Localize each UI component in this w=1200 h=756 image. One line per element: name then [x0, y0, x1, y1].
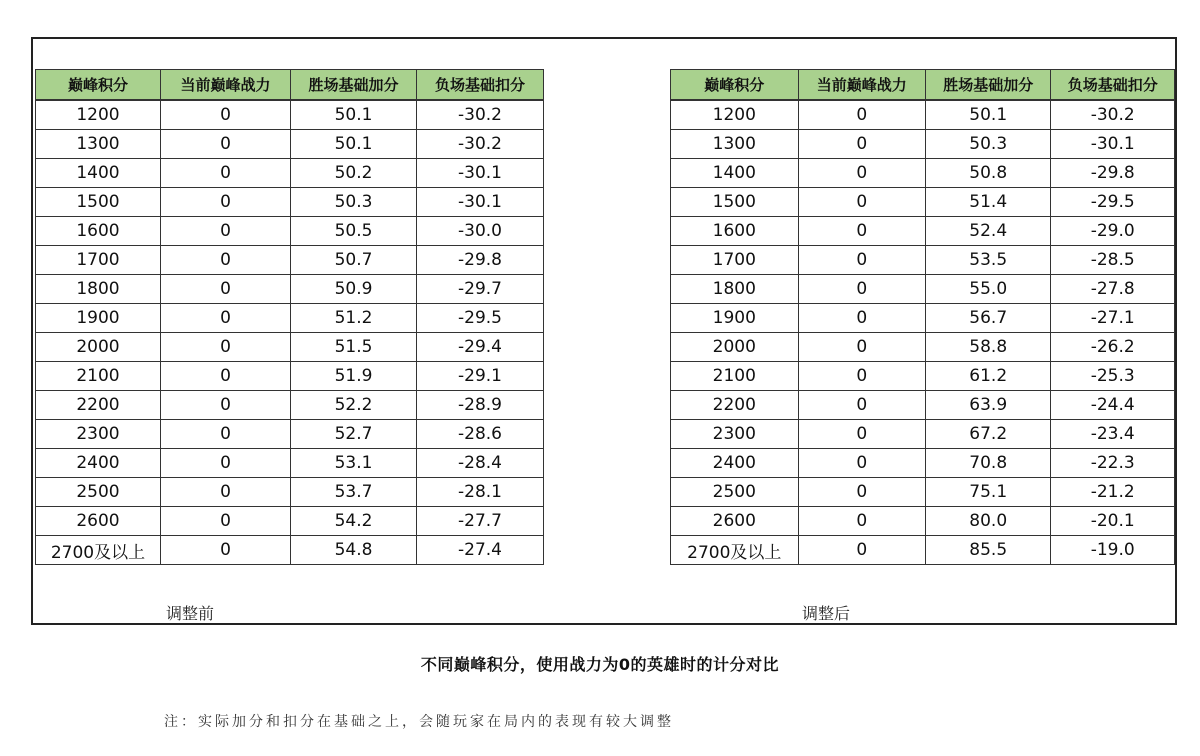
- table-row: [671, 391, 1175, 420]
- table-cell: 53.5: [925, 246, 1050, 275]
- table-cell: 0: [161, 275, 291, 304]
- table-cell: 51.5: [291, 333, 417, 362]
- table-cell: -30.2: [417, 130, 544, 159]
- table-cell: 53.1: [291, 449, 417, 478]
- table-cell: -20.1: [1051, 507, 1175, 536]
- comparison-frame: [31, 37, 1177, 625]
- table-cell: 52.4: [925, 217, 1050, 246]
- table-row: [671, 420, 1175, 449]
- table-cell: 2300: [36, 420, 161, 449]
- table-cell: 1200: [671, 100, 799, 130]
- table-cell: 55.0: [925, 275, 1050, 304]
- table-cell: -29.4: [417, 333, 544, 362]
- table-cell: -29.7: [417, 275, 544, 304]
- table-cell: 2600: [36, 507, 161, 536]
- table-cell: 1800: [36, 275, 161, 304]
- table-before: [35, 69, 544, 565]
- table-cell: 0: [798, 217, 925, 246]
- column-header: 巅峰积分: [671, 70, 799, 101]
- table-cell: 0: [798, 507, 925, 536]
- table-cell: 50.3: [291, 188, 417, 217]
- figure-title: 不同巅峰积分，使用战力为0的英雄时的计分对比: [420, 655, 780, 674]
- table-cell: 0: [161, 130, 291, 159]
- table-cell: 1300: [36, 130, 161, 159]
- table-cell: 75.1: [925, 478, 1050, 507]
- table-cell: 2200: [36, 391, 161, 420]
- table-cell: -28.5: [1051, 246, 1175, 275]
- table-cell: 2700及以上: [36, 536, 161, 565]
- table-cell: 85.5: [925, 536, 1050, 565]
- table-cell: 0: [798, 188, 925, 217]
- table-cell: 1300: [671, 130, 799, 159]
- table-cell: 52.2: [291, 391, 417, 420]
- column-header: 巅峰积分: [36, 70, 161, 101]
- table-cell: 2100: [36, 362, 161, 391]
- column-header: 胜场基础加分: [291, 70, 417, 101]
- table-cell: 2500: [36, 478, 161, 507]
- table-cell: 1900: [36, 304, 161, 333]
- table-cell: 1200: [36, 100, 161, 130]
- table-cell: 0: [161, 159, 291, 188]
- table-cell: 0: [161, 246, 291, 275]
- table-cell: 0: [798, 391, 925, 420]
- table-row: [36, 100, 544, 130]
- table-row: [36, 536, 544, 565]
- column-header: 负场基础扣分: [1051, 70, 1175, 101]
- table-cell: -19.0: [1051, 536, 1175, 565]
- table-cell: 51.9: [291, 362, 417, 391]
- table-cell: 51.2: [291, 304, 417, 333]
- table-cell: -25.3: [1051, 362, 1175, 391]
- table-row: [36, 159, 544, 188]
- table-row: [671, 275, 1175, 304]
- table-cell: 2700及以上: [671, 536, 799, 565]
- table-cell: 0: [798, 362, 925, 391]
- table-cell: 2600: [671, 507, 799, 536]
- table-row: [671, 362, 1175, 391]
- table-cell: 0: [161, 304, 291, 333]
- table-cell: 0: [798, 478, 925, 507]
- table-cell: -29.5: [1051, 188, 1175, 217]
- table-cell: 0: [161, 362, 291, 391]
- header-row: [671, 70, 1175, 101]
- table-row: [36, 275, 544, 304]
- table-cell: -27.1: [1051, 304, 1175, 333]
- table-cell: -28.1: [417, 478, 544, 507]
- table-cell: 0: [798, 449, 925, 478]
- table-cell: -30.1: [417, 159, 544, 188]
- table-cell: -27.8: [1051, 275, 1175, 304]
- table-row: [36, 507, 544, 536]
- table-row: [671, 130, 1175, 159]
- table-row: [36, 333, 544, 362]
- table-after: [670, 69, 1175, 565]
- table-cell: 0: [798, 100, 925, 130]
- table-cell: -30.0: [417, 217, 544, 246]
- table-row: [671, 100, 1175, 130]
- table-cell: -21.2: [1051, 478, 1175, 507]
- table-cell: 0: [161, 188, 291, 217]
- table-cell: 0: [798, 246, 925, 275]
- footnote: 注：实际加分和扣分在基础之上，会随玩家在局内的表现有较大调整: [164, 714, 674, 730]
- table-cell: 0: [161, 100, 291, 130]
- table-cell: 2000: [671, 333, 799, 362]
- table-cell: 1700: [671, 246, 799, 275]
- table-row: [671, 333, 1175, 362]
- table-cell: -29.5: [417, 304, 544, 333]
- table-row: [36, 130, 544, 159]
- table-cell: 50.1: [291, 100, 417, 130]
- table-cell: -29.1: [417, 362, 544, 391]
- table-cell: 0: [161, 449, 291, 478]
- table-cell: 0: [161, 217, 291, 246]
- table-cell: -30.1: [1051, 130, 1175, 159]
- table-cell: 67.2: [925, 420, 1050, 449]
- table-cell: 50.8: [925, 159, 1050, 188]
- table-cell: 50.1: [291, 130, 417, 159]
- table-cell: 0: [798, 159, 925, 188]
- table-cell: 50.1: [925, 100, 1050, 130]
- table-row: [671, 507, 1175, 536]
- table-cell: 0: [161, 391, 291, 420]
- table-cell: -29.0: [1051, 217, 1175, 246]
- table-cell: 50.3: [925, 130, 1050, 159]
- table-cell: 0: [161, 478, 291, 507]
- table-row: [36, 304, 544, 333]
- table-cell: 0: [798, 536, 925, 565]
- table-cell: 50.9: [291, 275, 417, 304]
- column-header: 负场基础扣分: [417, 70, 544, 101]
- table-cell: 70.8: [925, 449, 1050, 478]
- table-cell: 2400: [671, 449, 799, 478]
- table-row: [36, 362, 544, 391]
- header-row: [36, 70, 544, 101]
- table-cell: 0: [161, 507, 291, 536]
- table-row: [36, 391, 544, 420]
- table-cell: 2000: [36, 333, 161, 362]
- table-cell: -27.7: [417, 507, 544, 536]
- column-header: 当前巅峰战力: [161, 70, 291, 101]
- table-cell: 2200: [671, 391, 799, 420]
- table-cell: 50.2: [291, 159, 417, 188]
- table-cell: 1500: [36, 188, 161, 217]
- caption-before: 调整前: [166, 604, 215, 623]
- table-cell: 52.7: [291, 420, 417, 449]
- table-cell: 0: [161, 420, 291, 449]
- table-row: [36, 420, 544, 449]
- table-cell: -23.4: [1051, 420, 1175, 449]
- table-cell: -30.2: [417, 100, 544, 130]
- table-row: [36, 217, 544, 246]
- table-cell: 53.7: [291, 478, 417, 507]
- table-cell: 63.9: [925, 391, 1050, 420]
- caption-after: 调整后: [802, 604, 851, 623]
- table-row: [671, 246, 1175, 275]
- table-cell: 0: [798, 420, 925, 449]
- table-cell: 2100: [671, 362, 799, 391]
- table-cell: 0: [798, 130, 925, 159]
- table-cell: 2300: [671, 420, 799, 449]
- table-cell: 1800: [671, 275, 799, 304]
- table-row: [36, 188, 544, 217]
- table-cell: -29.8: [1051, 159, 1175, 188]
- table-cell: 0: [798, 275, 925, 304]
- table-cell: 56.7: [925, 304, 1050, 333]
- table-cell: 2500: [671, 478, 799, 507]
- table-cell: 1500: [671, 188, 799, 217]
- table-cell: -29.8: [417, 246, 544, 275]
- table-cell: 0: [798, 304, 925, 333]
- table-row: [671, 304, 1175, 333]
- table-row: [671, 478, 1175, 507]
- table-cell: -26.2: [1051, 333, 1175, 362]
- table-body: [36, 100, 544, 565]
- column-header: 当前巅峰战力: [798, 70, 925, 101]
- table-cell: -30.2: [1051, 100, 1175, 130]
- table-row: [36, 246, 544, 275]
- table-cell: 0: [161, 536, 291, 565]
- table-cell: -22.3: [1051, 449, 1175, 478]
- table-cell: 1400: [671, 159, 799, 188]
- table-row: [671, 536, 1175, 565]
- table-cell: 80.0: [925, 507, 1050, 536]
- table-row: [671, 217, 1175, 246]
- table-cell: 50.7: [291, 246, 417, 275]
- table-cell: 1600: [36, 217, 161, 246]
- table-row: [671, 188, 1175, 217]
- table-cell: 54.8: [291, 536, 417, 565]
- table-cell: 1600: [671, 217, 799, 246]
- table-body: [671, 100, 1175, 565]
- table-row: [671, 449, 1175, 478]
- table-cell: -28.9: [417, 391, 544, 420]
- table-row: [671, 159, 1175, 188]
- table-cell: 58.8: [925, 333, 1050, 362]
- table-cell: -24.4: [1051, 391, 1175, 420]
- table-cell: -27.4: [417, 536, 544, 565]
- table-cell: -28.6: [417, 420, 544, 449]
- table-cell: -28.4: [417, 449, 544, 478]
- table-cell: -30.1: [417, 188, 544, 217]
- column-header: 胜场基础加分: [925, 70, 1050, 101]
- table-cell: 61.2: [925, 362, 1050, 391]
- table-row: [36, 449, 544, 478]
- table-cell: 50.5: [291, 217, 417, 246]
- table-cell: 1700: [36, 246, 161, 275]
- table-cell: 2400: [36, 449, 161, 478]
- table-cell: 1900: [671, 304, 799, 333]
- table-cell: 51.4: [925, 188, 1050, 217]
- table-cell: 0: [798, 333, 925, 362]
- table-cell: 1400: [36, 159, 161, 188]
- table-cell: 0: [161, 333, 291, 362]
- table-cell: 54.2: [291, 507, 417, 536]
- table-row: [36, 478, 544, 507]
